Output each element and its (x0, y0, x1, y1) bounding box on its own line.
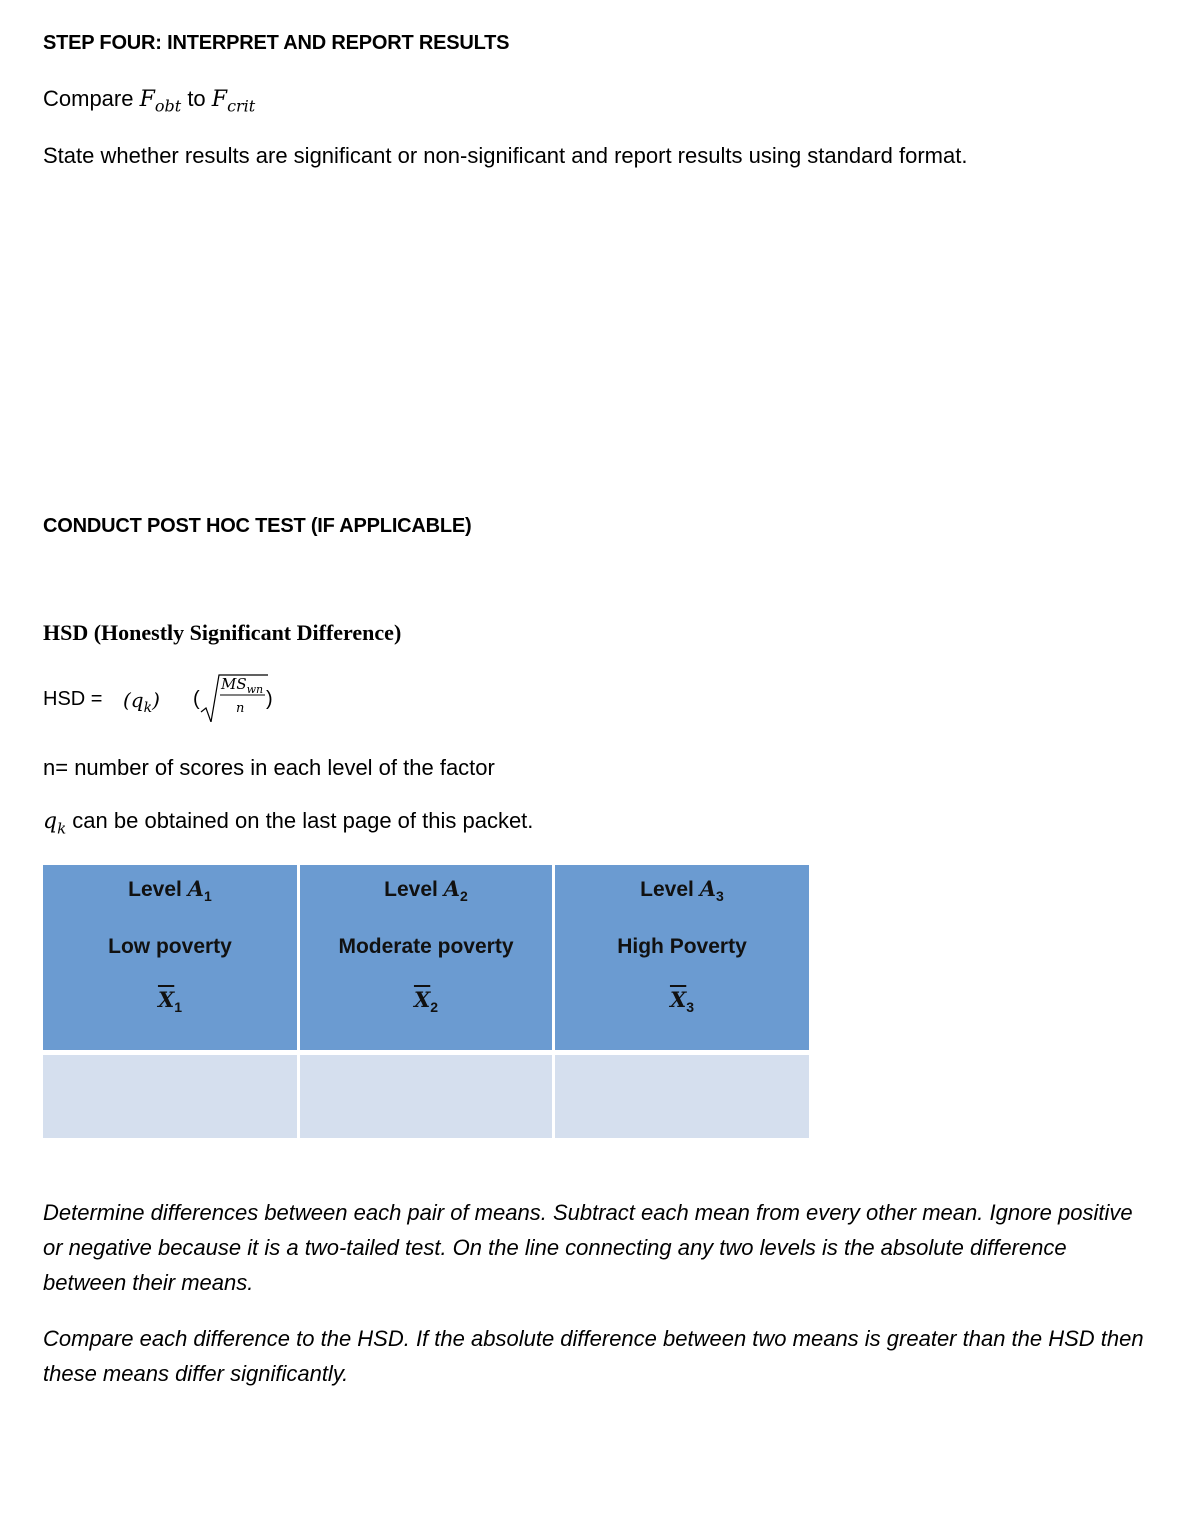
hsd-formula-qk: $(q_k)$ (123, 688, 160, 716)
table-value-cell[interactable] (300, 1055, 552, 1138)
state-results-line: State whether results are significant or non-significant and report results using standard format. (43, 143, 968, 168)
hsd-formula-label: HSD = (43, 688, 103, 710)
means-table (43, 865, 809, 1138)
table-value-cell[interactable] (43, 1055, 297, 1138)
group-label: Low poverty (108, 935, 232, 958)
post-hoc-heading: CONDUCT POST HOC TEST (IF APPLICABLE) (43, 515, 472, 537)
compare-line (43, 86, 255, 115)
f-crit: $F_{crit}$ (211, 87, 256, 116)
table-header-cell (300, 865, 552, 1050)
mean-symbol: $\overline{X}_3$ (669, 987, 695, 1016)
group-label: High Poverty (617, 935, 747, 958)
hsd-formula-paren-close: ) (266, 688, 273, 710)
hsd-formula-ms: $MS_{wn}$ (221, 675, 264, 696)
compare-mid: to (187, 86, 206, 111)
n-definition: n= number of scores in each level of the factor (43, 755, 495, 780)
qk-definition: $q_k$ can be obtained on the last page of this packet. (43, 808, 534, 838)
table-header-cell (43, 865, 297, 1050)
mean-symbol: $\overline{X}_1$ (157, 987, 183, 1016)
table-value-cell[interactable] (555, 1055, 809, 1138)
hsd-formula-n: n (236, 701, 245, 716)
step-four-heading: STEP FOUR: INTERPRET AND REPORT RESULTS (43, 32, 510, 54)
f-obt: $F_{obt}$ (139, 87, 182, 116)
qk-symbol: $q_k$ (43, 809, 67, 838)
sqrt-icon (43, 672, 343, 722)
hsd-formula (43, 672, 343, 722)
level-label: Level $A_1$ (128, 876, 212, 905)
hsd-heading: HSD (Honestly Significant Difference) (43, 620, 402, 645)
instruction-paragraph-1: Determine differences between each pair of means. Subtract each mean from every other mean. Ignore positive or negative because it is a two-tailed test. On the line connecting any two levels is the absolute difference between their means. (43, 1200, 1133, 1295)
table-header-cell (555, 865, 809, 1050)
hsd-formula-paren-open: ( (193, 688, 200, 710)
level-label: Level $A_2$ (384, 876, 468, 905)
level-label: Level $A_3$ (640, 876, 724, 905)
compare-prefix: Compare (43, 86, 134, 111)
instruction-paragraph-2: Compare each difference to the HSD. If the absolute difference between two means is greater than the HSD then these means differ significantly. (43, 1326, 1144, 1386)
mean-symbol: $\overline{X}_2$ (413, 987, 439, 1016)
group-label: Moderate poverty (338, 935, 514, 958)
